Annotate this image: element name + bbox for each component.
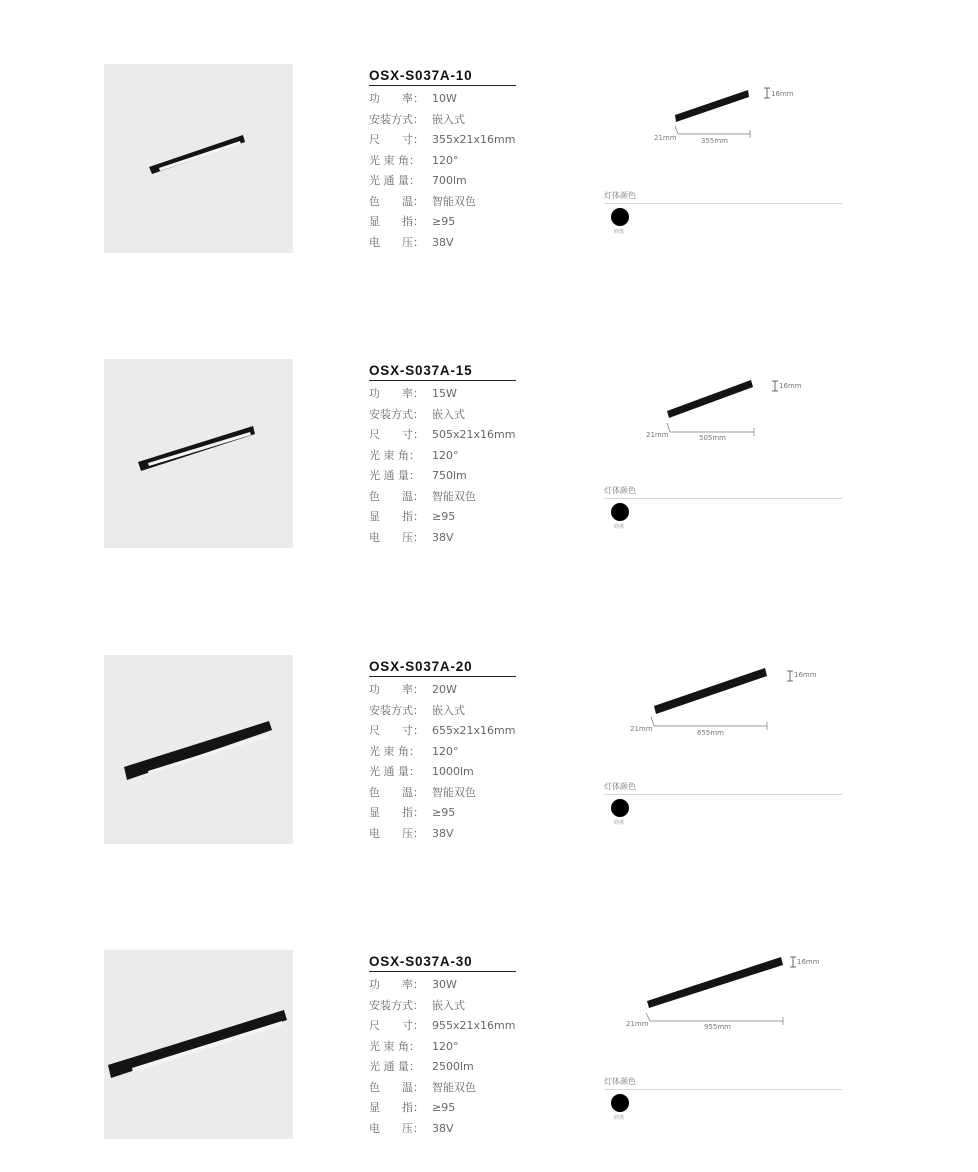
- dimension-diagram: [600, 64, 860, 184]
- spec-panel: [369, 953, 516, 1139]
- spec-value: 嵌入式: [432, 112, 465, 126]
- linear-light-image: [104, 359, 293, 548]
- spec-label: 显 指：: [369, 215, 424, 228]
- model-name: OSX-S037A-20: [369, 658, 516, 677]
- product-photo: [104, 950, 293, 1139]
- color-title: 灯体颜色: [604, 485, 842, 499]
- spec-label: 显 指：: [369, 510, 424, 523]
- spec-flux: [369, 171, 516, 192]
- spec-voltage: [369, 1119, 516, 1140]
- spec-power: [369, 680, 516, 701]
- spec-value: 38V: [432, 826, 454, 840]
- spec-label: 尺 寸：: [369, 428, 424, 441]
- dimension-drawing: [600, 359, 860, 479]
- spec-value: 15W: [432, 387, 457, 400]
- dim-width-label: 21mm: [630, 725, 653, 733]
- spec-beam: [369, 742, 516, 763]
- dimension-diagram: [600, 950, 860, 1070]
- dim-width-label: 21mm: [654, 134, 677, 142]
- spec-label: 光 通 量：: [369, 1060, 420, 1073]
- spec-panel: [369, 67, 516, 253]
- spec-value: 955x21x16mm: [432, 1019, 516, 1032]
- spec-label: 色 温：: [369, 785, 424, 799]
- color-swatch: [611, 1094, 629, 1112]
- spec-value: 700lm: [432, 174, 467, 187]
- product-photo: [104, 655, 293, 844]
- spec-value: 505x21x16mm: [432, 428, 516, 441]
- dimension-diagram: [600, 359, 860, 479]
- spec-voltage: [369, 824, 516, 845]
- spec-power: [369, 384, 516, 405]
- spec-beam: [369, 151, 516, 172]
- spec-cri: [369, 1098, 516, 1119]
- spec-cct: [369, 1078, 516, 1099]
- spec-label: 电 压：: [369, 235, 424, 249]
- spec-value: 120°: [432, 1039, 459, 1053]
- spec-power: [369, 975, 516, 996]
- spec-flux: [369, 762, 516, 783]
- spec-value: 30W: [432, 978, 457, 991]
- spec-value: 嵌入式: [432, 407, 465, 421]
- dim-height-label: 16mm: [771, 90, 794, 98]
- spec-label: 尺 寸：: [369, 133, 424, 146]
- dim-length-label: 655mm: [697, 729, 724, 737]
- spec-label: 安装方式：: [369, 407, 424, 421]
- spec-value: ≥95: [432, 215, 456, 228]
- spec-flux: [369, 466, 516, 487]
- spec-beam: [369, 446, 516, 467]
- spec-install: [369, 110, 516, 131]
- color-swatch: [611, 799, 629, 817]
- spec-label: 光 束 角：: [369, 448, 420, 462]
- spec-value: ≥95: [432, 1101, 456, 1114]
- dim-height-label: 16mm: [794, 671, 817, 679]
- spec-cri: [369, 803, 516, 824]
- body-color-section: [604, 190, 842, 235]
- dimension-diagram: [600, 655, 860, 775]
- spec-cct: [369, 783, 516, 804]
- spec-label: 光 束 角：: [369, 153, 420, 167]
- spec-value: 智能双色: [432, 489, 476, 503]
- product-block: [0, 655, 978, 855]
- spec-cct: [369, 192, 516, 213]
- spec-label: 显 指：: [369, 806, 424, 819]
- spec-size: [369, 130, 516, 151]
- dim-width-label: 21mm: [626, 1020, 649, 1028]
- spec-voltage: [369, 528, 516, 549]
- model-name: OSX-S037A-10: [369, 67, 516, 86]
- spec-value: 120°: [432, 448, 459, 462]
- spec-label: 电 压：: [369, 530, 424, 544]
- dim-width-label: 21mm: [646, 431, 669, 439]
- spec-label: 色 温：: [369, 489, 424, 503]
- color-swatch: [611, 503, 629, 521]
- spec-install: [369, 701, 516, 722]
- spec-panel: [369, 658, 516, 844]
- spec-label: 功 率：: [369, 387, 424, 400]
- spec-label: 色 温：: [369, 194, 424, 208]
- dimension-drawing: [600, 950, 860, 1070]
- spec-label: 光 束 角：: [369, 744, 420, 758]
- spec-label: 安装方式：: [369, 112, 424, 126]
- spec-value: 38V: [432, 530, 454, 544]
- spec-label: 光 通 量：: [369, 765, 420, 778]
- spec-label: 安装方式：: [369, 998, 424, 1012]
- spec-value: 120°: [432, 744, 459, 758]
- spec-cri: [369, 507, 516, 528]
- spec-label: 显 指：: [369, 1101, 424, 1114]
- spec-label: 尺 寸：: [369, 724, 424, 737]
- spec-cct: [369, 487, 516, 508]
- dim-height-label: 16mm: [779, 382, 802, 390]
- spec-beam: [369, 1037, 516, 1058]
- spec-value: 1000lm: [432, 765, 474, 778]
- spec-label: 电 压：: [369, 1121, 424, 1135]
- spec-size: [369, 1016, 516, 1037]
- body-color-section: [604, 485, 842, 530]
- body-color-section: [604, 781, 842, 826]
- dim-length-label: 955mm: [704, 1023, 731, 1031]
- dim-length-label: 505mm: [699, 434, 726, 442]
- spec-value: 655x21x16mm: [432, 724, 516, 737]
- spec-value: 38V: [432, 235, 454, 249]
- spec-size: [369, 721, 516, 742]
- spec-value: 2500lm: [432, 1060, 474, 1073]
- product-block: [0, 359, 978, 559]
- spec-label: 尺 寸：: [369, 1019, 424, 1032]
- product-block: [0, 950, 978, 1150]
- color-swatch: [611, 208, 629, 226]
- spec-value: 智能双色: [432, 194, 476, 208]
- spec-value: 38V: [432, 1121, 454, 1135]
- swatch-label: 砂黑: [614, 820, 625, 826]
- spec-label: 电 压：: [369, 826, 424, 840]
- spec-value: 120°: [432, 153, 459, 167]
- spec-label: 光 束 角：: [369, 1039, 420, 1053]
- swatch-label: 砂黑: [614, 524, 625, 530]
- linear-light-image: [104, 64, 293, 253]
- spec-power: [369, 89, 516, 110]
- linear-light-image: [104, 950, 293, 1139]
- spec-value: 嵌入式: [432, 998, 465, 1012]
- model-name: OSX-S037A-30: [369, 953, 516, 972]
- spec-label: 光 通 量：: [369, 174, 420, 187]
- spec-value: ≥95: [432, 806, 456, 819]
- swatch-label: 砂黑: [614, 229, 625, 235]
- product-block: [0, 64, 978, 264]
- dim-height-label: 16mm: [797, 958, 820, 966]
- spec-panel: [369, 362, 516, 548]
- spec-value: ≥95: [432, 510, 456, 523]
- spec-label: 光 通 量：: [369, 469, 420, 482]
- dim-length-label: 355mm: [701, 137, 728, 145]
- product-photo: [104, 359, 293, 548]
- spec-value: 10W: [432, 92, 457, 105]
- body-color-section: [604, 1076, 842, 1121]
- color-title: 灯体颜色: [604, 190, 842, 204]
- spec-label: 功 率：: [369, 92, 424, 105]
- spec-voltage: [369, 233, 516, 254]
- spec-install: [369, 405, 516, 426]
- spec-label: 安装方式：: [369, 703, 424, 717]
- color-title: 灯体颜色: [604, 1076, 842, 1090]
- spec-install: [369, 996, 516, 1017]
- spec-value: 20W: [432, 683, 457, 696]
- spec-label: 功 率：: [369, 978, 424, 991]
- spec-value: 750lm: [432, 469, 467, 482]
- dimension-drawing: [600, 64, 860, 184]
- model-name: OSX-S037A-15: [369, 362, 516, 381]
- spec-value: 智能双色: [432, 1080, 476, 1094]
- spec-label: 功 率：: [369, 683, 424, 696]
- spec-flux: [369, 1057, 516, 1078]
- spec-size: [369, 425, 516, 446]
- spec-label: 色 温：: [369, 1080, 424, 1094]
- dimension-drawing: [600, 655, 860, 775]
- spec-cri: [369, 212, 516, 233]
- spec-value: 355x21x16mm: [432, 133, 516, 146]
- spec-value: 智能双色: [432, 785, 476, 799]
- product-photo: [104, 64, 293, 253]
- spec-value: 嵌入式: [432, 703, 465, 717]
- color-title: 灯体颜色: [604, 781, 842, 795]
- linear-light-image: [104, 655, 293, 844]
- swatch-label: 砂黑: [614, 1115, 625, 1121]
